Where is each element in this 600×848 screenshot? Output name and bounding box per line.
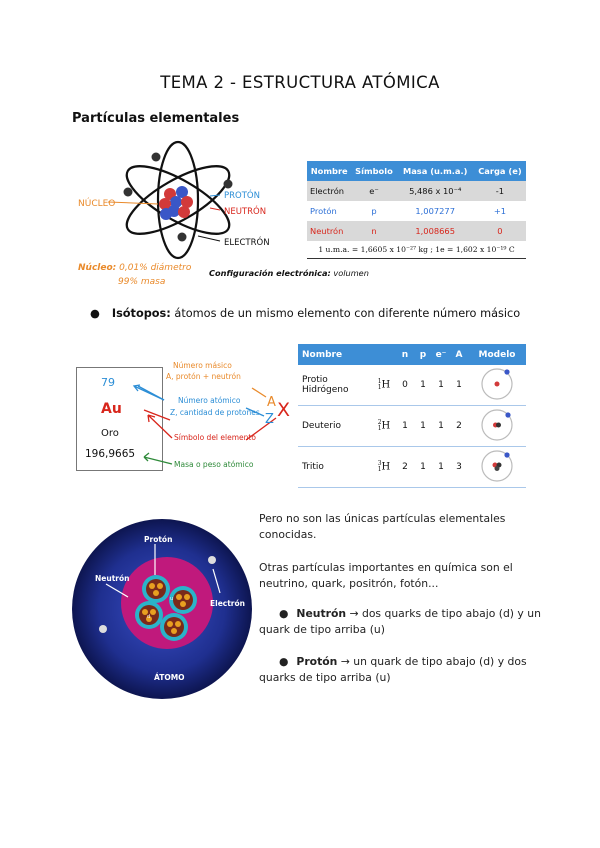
electron-dot [208, 556, 216, 564]
table-row [307, 181, 526, 201]
isotopes-text: átomos de un mismo elemento con diferente número másico [170, 307, 521, 320]
atom-model-icon [479, 407, 515, 443]
notation-symbol: H [381, 379, 391, 391]
ann-mass-1: Número másico [173, 361, 232, 370]
cell-e: 1 [432, 365, 450, 406]
ann-symbol: Símbolo del elemento [174, 433, 256, 442]
th-A: A [450, 344, 468, 365]
atom-structure-diagram [70, 517, 255, 702]
cell-name: Protón [307, 201, 351, 221]
section-title: Partículas elementales [72, 111, 240, 126]
atom-label: ÁTOMO [154, 673, 185, 682]
cell-mass: 1,007277 [397, 201, 474, 221]
cell-name: Tritio [298, 447, 372, 488]
units-note: 1 u.m.a. = 1,6605 x 10⁻²⁷ kg ; 1e = 1,602 x 10⁻¹⁹ C [307, 241, 526, 259]
th-mass: Masa (u.m.a.) [397, 161, 474, 181]
th-n: n [396, 344, 414, 365]
cell-n: 2 [396, 447, 414, 488]
neutron-text: → dos quarks de tipo abajo (d) y un quark de tipo arriba (u) [259, 607, 541, 636]
table-row [298, 447, 526, 488]
atom-model-icon [479, 448, 515, 484]
ann-mass-2: A, protón + neutrón [166, 372, 241, 381]
electron-config-value: volumen [333, 268, 369, 278]
cell-e: 1 [432, 406, 450, 447]
isotopes-bullet: ● Isótopos: átomos de un mismo elemento con diferente número másico [90, 307, 521, 320]
quark-label-u: u [170, 596, 174, 602]
cell-charge: -1 [474, 181, 526, 201]
cell-p: 1 [414, 447, 432, 488]
cell-n: 0 [396, 365, 414, 406]
cell-A: 1 [450, 365, 468, 406]
element-name: Oro [101, 428, 119, 439]
notation-z: 1 [377, 466, 382, 473]
notation-symbol: H [381, 461, 391, 473]
cell-name: Electrón [307, 181, 351, 201]
electron-config [209, 268, 369, 278]
cell-name: Protio Hidrógeno [298, 365, 372, 406]
proton-key: Protón [296, 655, 338, 668]
th-name: Nombre [307, 161, 351, 181]
cell-mass: 5,486 x 10⁻⁴ [397, 181, 474, 201]
table-row [298, 406, 526, 447]
notation-A: A [267, 395, 276, 410]
th-model: Modelo [468, 344, 526, 365]
cell-p: 1 [414, 365, 432, 406]
notation-Z: Z [265, 412, 274, 427]
th-symbol: Símbolo [351, 161, 396, 181]
proton-label: PROTÓN [224, 191, 260, 201]
table-row [307, 221, 526, 241]
cell-n: 1 [396, 406, 414, 447]
table-header-row [307, 161, 526, 181]
neutron-key: Neutrón [296, 607, 347, 620]
cell-notation [372, 406, 396, 447]
ann-weight: Masa o peso atómico [174, 460, 254, 469]
notation-symbol: H [381, 420, 391, 432]
cell-model [468, 447, 526, 488]
neutron-bullet: ● Neutrón → dos quarks de tipo abajo (d) y un quark de tipo arriba (u) [259, 607, 541, 636]
card-annotations [100, 352, 300, 477]
table-footer [307, 241, 526, 259]
notation-mass: 1 [377, 378, 382, 385]
cell-symbol: p [351, 201, 396, 221]
nucleus [159, 186, 193, 220]
cell-symbol: n [351, 221, 396, 241]
notation-z: 1 [377, 384, 382, 391]
paragraph-1: Pero no son las únicas partículas elementales conocidas. [259, 512, 506, 541]
table-row [307, 201, 526, 221]
neutron-label: NEUTRÓN [224, 207, 267, 217]
particles-table [307, 161, 526, 259]
th-charge: Carga (e) [474, 161, 526, 181]
cell-p: 1 [414, 406, 432, 447]
cell-model [468, 365, 526, 406]
electron-dot [99, 625, 107, 633]
notation-z: 1 [377, 425, 382, 432]
table-header-row [298, 344, 526, 365]
cell-name: Neutrón [307, 221, 351, 241]
cell-A: 2 [450, 406, 468, 447]
page-title: TEMA 2 - ESTRUCTURA ATÓMICA [160, 73, 440, 92]
proton-label: Protón [144, 535, 173, 544]
neutron-label: Neutrón [95, 574, 130, 583]
cell-charge: +1 [474, 201, 526, 221]
electron-label: Electrón [210, 599, 246, 608]
atomic-mass: 196,9665 [85, 448, 136, 460]
th-notation [372, 344, 396, 365]
cell-charge: 0 [474, 221, 526, 241]
th-e: e⁻ [432, 344, 450, 365]
mass-number: 79 [101, 376, 115, 389]
notation-mass: 2 [377, 419, 382, 426]
th-p: p [414, 344, 432, 365]
isotopes-table [298, 344, 526, 488]
notation-X: X [277, 399, 291, 421]
proton-bullet: ● Protón → un quark de tipo abajo (d) y dos quarks de tipo arriba (u) [259, 655, 527, 684]
isotopes-key: Isótopos: [111, 307, 171, 320]
electron-label: ELECTRÓN [224, 238, 270, 248]
proton-text: → un quark de tipo abajo (d) y dos quarks de tipo arriba (u) [259, 655, 527, 684]
nucleus-note-2: 99% masa [118, 277, 166, 287]
nucleus-note-1: 0,01% diámetro [119, 263, 192, 273]
notation-mass: 3 [377, 460, 382, 467]
nucleus-label: NÚCLEO [78, 199, 116, 209]
cell-name: Deuterio [298, 406, 372, 447]
electron-config-key: Configuración electrónica: [209, 268, 331, 278]
cell-A: 3 [450, 447, 468, 488]
nucleus-note-key: Núcleo: [78, 263, 117, 273]
ann-atomic-1: Número atómico [178, 396, 241, 405]
cell-symbol: e⁻ [351, 181, 396, 201]
ann-atomic-2: Z, cantidad de protones [170, 408, 260, 417]
paragraph-2: Otras partículas importantes en química son el neutrino, quark, positrón, fotón... [259, 561, 513, 590]
th-name: Nombre [298, 344, 372, 365]
element-symbol: Au [101, 401, 122, 417]
cell-notation [372, 365, 396, 406]
quark-label-d: d [147, 614, 151, 620]
cell-notation [372, 447, 396, 488]
cell-mass: 1,008665 [397, 221, 474, 241]
svg-text:Núcleo: 0,01% diámetro [78, 263, 192, 273]
cell-model [468, 406, 526, 447]
cell-e: 1 [432, 447, 450, 488]
atom-model-icon [479, 366, 515, 402]
table-row [298, 365, 526, 406]
